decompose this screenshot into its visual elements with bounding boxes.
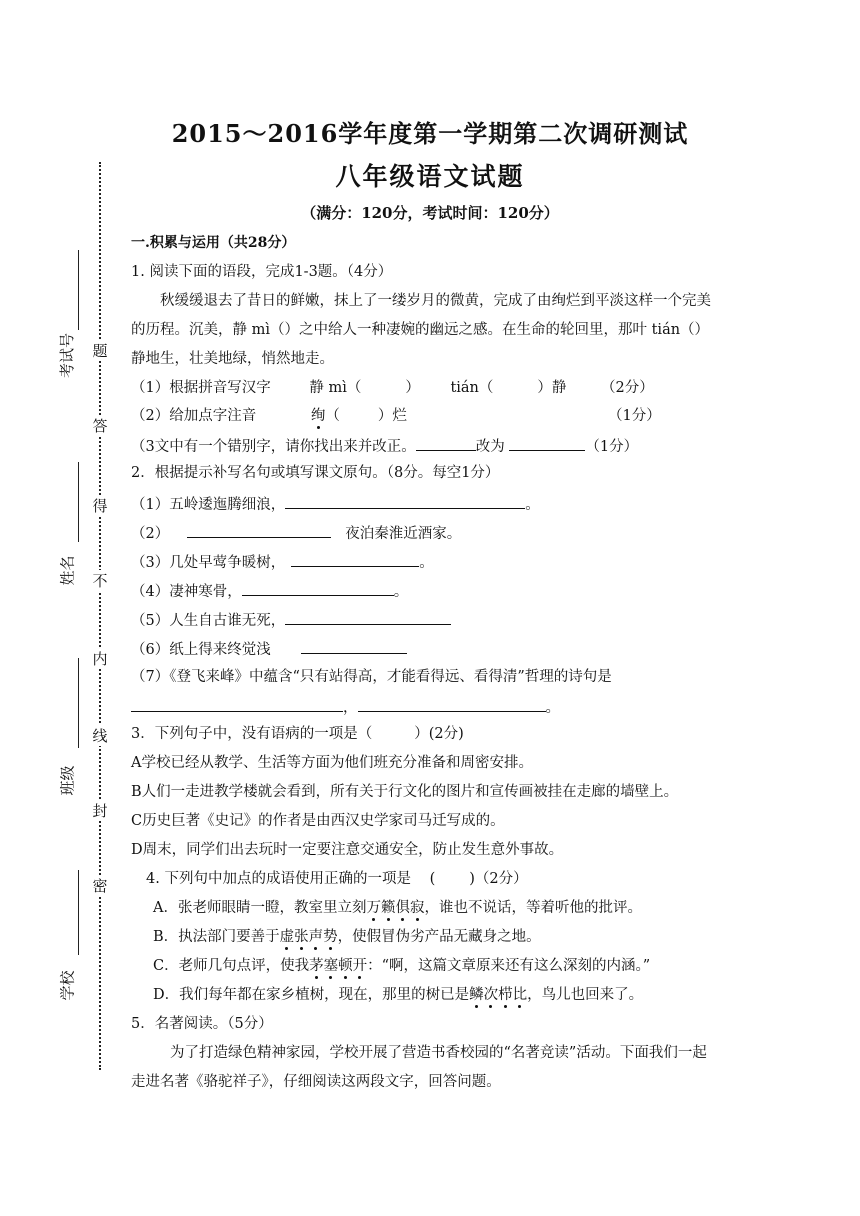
q1-sub1-c: tián（ <box>450 380 494 396</box>
q2-item-text: （6）纸上得来终觉浅 <box>131 642 271 658</box>
emphasis-char: 俱 <box>395 900 410 916</box>
emphasis-char: 开 <box>352 958 368 974</box>
q1-sub2-label: （2）给加点字注音 <box>131 408 257 424</box>
q3-option-b: B人们一走进教学楼就会看到，所有关于行文化的图片和宣传画被挂在走廊的墙壁上。 <box>131 784 679 800</box>
q1-sub3-blank[interactable] <box>509 435 585 451</box>
binding-char: 不 <box>92 572 108 590</box>
binding-char: 得 <box>92 497 108 515</box>
q2-item-text: （5）人生自古谁无死， <box>131 613 286 629</box>
q2-stem: 2．根据提示补写名句或填写课文原句。（8分。每空1分） <box>131 465 500 481</box>
exam-subtitle: 八年级语文试题 <box>335 162 525 191</box>
q3-option-c: C历史巨著《史记》的作者是由西汉史学家司马迁写成的。 <box>131 813 505 829</box>
q2-blank[interactable] <box>291 551 419 567</box>
class-blank <box>78 658 79 748</box>
q4-option-text: C．老师几句点评，使我 <box>153 958 310 974</box>
name-label: 姓名 <box>58 555 77 586</box>
q1-sub2-paren: （ <box>325 408 340 424</box>
q2-item-text: （2） <box>131 526 170 542</box>
emphasis-char: 寂 <box>409 900 425 916</box>
exam-title: 2015～2016学年度第一学期第二次调研测试 <box>171 119 689 148</box>
q4-option-text: D．我们每年都在家乡植树，现在，那里的树已是 <box>153 987 470 1003</box>
emphasis-char: 鳞 <box>469 987 484 1003</box>
binding-char: 线 <box>92 727 108 745</box>
binding-char: 答 <box>92 417 108 435</box>
q4-option-a <box>153 898 642 918</box>
q5-stem: 5．名著阅读。（5分） <box>131 1016 273 1032</box>
class-label: 班级 <box>58 765 77 796</box>
exam-meta: （满分：120分，考试时间：120分） <box>301 204 559 222</box>
emphasis-char: 势 <box>323 929 338 945</box>
q2-blank[interactable] <box>131 696 343 712</box>
q4-option-text: ，谁也不说话，等着听他的批评。 <box>424 900 642 916</box>
q1-sub1-label: （1）根据拼音写汉字 <box>131 380 271 396</box>
q5-para-line: 为了打造绿色精神家园，学校开展了营造书香校园的“名著竞读”活动。下面我们一起 <box>170 1045 707 1061</box>
q1-sub3-mid: 改为 <box>475 439 505 455</box>
q4-stem-paren: ( <box>429 871 436 887</box>
emphasis-char: 顿 <box>338 958 353 974</box>
name-blank <box>78 462 79 542</box>
q3-option-d: D周末，同学们出去玩时一定要注意交通安全，防止发生意外事故。 <box>131 842 564 858</box>
q2-item: （7）《登飞来峰》中蕴含“只有站得高，才能看得远、看得清”哲理的诗句是 <box>131 669 612 685</box>
emphasis-char: 栉 <box>498 987 513 1003</box>
q1-para-line: 的历程。沉美，静 mì（）之中给人一种凄婉的幽远之感。在生命的轮回里，那叶 tián（） <box>131 322 710 338</box>
emphasis-char: 塞 <box>323 958 339 974</box>
q1-sub3 <box>131 435 638 457</box>
q1-sub1-a: 静 mì（ <box>309 380 362 396</box>
q2-item-end: 。 <box>525 497 540 513</box>
q2-blank[interactable] <box>242 580 394 596</box>
q2-item <box>131 638 407 660</box>
q3-stem <box>131 724 464 744</box>
emphasis-char: 虚 <box>279 929 295 945</box>
q4-idiom <box>366 900 424 916</box>
q2-blank[interactable] <box>285 609 451 625</box>
emphasis-char: 声 <box>308 929 324 945</box>
emphasis-char: 茅 <box>309 958 324 974</box>
q2-item-comma: ， <box>343 700 358 716</box>
q2-item <box>131 580 408 602</box>
exam-number-blank <box>78 250 79 330</box>
q4-stem-text: 4. 下列句中加点的成语使用正确的一项是 <box>146 871 411 887</box>
q4-option-text: A．张老师眼睛一瞪，教室里立刻 <box>153 900 367 916</box>
q2-blank[interactable] <box>358 696 546 712</box>
q1-para-line: 静地生，壮美地绿，悄然地走。 <box>131 351 334 367</box>
q2-item-end: 夜泊秦淮近酒家。 <box>345 526 462 542</box>
q2-blank[interactable] <box>285 493 525 509</box>
binding-char: 内 <box>92 650 108 668</box>
q4-stem-score: )（2分） <box>469 871 528 887</box>
q4-option-d <box>153 985 643 1005</box>
q4-option-text: ，鸟儿也回来了。 <box>527 987 644 1003</box>
q3-stem-text: 3．下列句子中，没有语病的一项是（ <box>131 726 373 742</box>
emphasis-char: 比 <box>512 987 528 1003</box>
q3-stem-score: ）(2分) <box>414 726 464 742</box>
q3-option-a: A学校已经从教学、生活等方面为他们班充分准备和周密安排。 <box>131 755 533 771</box>
q4-idiom <box>280 929 338 945</box>
q2-item-text: （4）凄神寒骨， <box>131 584 242 600</box>
q2-blank[interactable] <box>301 638 407 654</box>
q1-sub2 <box>131 406 407 426</box>
q1-sub2-c: ）烂 <box>377 408 407 424</box>
q1-sub1-d: ）静 <box>537 380 567 396</box>
q2-item-text: （3）几处早莺争暖树， <box>131 555 286 571</box>
q4-idiom <box>469 987 527 1003</box>
q1-sub1-score: （2分） <box>601 380 654 396</box>
binding-char: 封 <box>92 802 108 820</box>
q2-item-end: 。 <box>419 555 434 571</box>
school-label: 学校 <box>58 970 77 1001</box>
q1-sub2-score: （1分） <box>608 408 661 424</box>
q1-stem: 1. 阅读下面的语段，完成1-3题。（4分） <box>131 264 393 280</box>
q4-option-b <box>153 927 541 947</box>
q1-sub3-blank[interactable] <box>416 435 476 451</box>
emphasis-char: 次 <box>483 987 499 1003</box>
q4-option-text: ：“啊，这篇文章原来还有这么深刻的内涵。” <box>367 958 651 974</box>
q2-item <box>131 493 540 515</box>
q4-idiom <box>309 958 367 974</box>
q2-item <box>131 522 461 544</box>
emphasis-char: 张 <box>294 929 309 945</box>
q2-item-end: 。 <box>393 584 409 600</box>
q2-item-end: 。 <box>545 700 560 716</box>
q1-sub1-b: ） <box>405 380 420 396</box>
q1-sub3-score: （1分） <box>585 439 639 455</box>
q4-option-c <box>153 956 650 976</box>
q2-item <box>131 609 451 631</box>
emphasis-char: 万 <box>366 900 381 916</box>
q5-para-line: 走进名著《骆驼祥子》，仔细阅读这两段文字，回答问题。 <box>131 1074 501 1090</box>
q4-option-text: B．执法部门要善于 <box>153 929 280 945</box>
school-blank <box>78 870 79 955</box>
binding-char: 题 <box>92 342 108 360</box>
section-title: 一.积累与运用（共28分） <box>131 235 296 251</box>
q4-option-text: ，使假冒伪劣产品无藏身之地。 <box>337 929 541 945</box>
binding-char: 密 <box>92 877 108 895</box>
emphasis-char: 籁 <box>380 900 396 916</box>
exam-number-label: 考试号 <box>58 332 77 379</box>
q2-item-7-blanks <box>131 696 560 718</box>
q1-sub1 <box>131 378 654 398</box>
q1-sub2-char: 绚 <box>310 408 326 424</box>
q1-sub3-text: （3文中有一个错别字，请你找出来并改正。 <box>131 439 416 455</box>
q4-stem <box>146 869 528 889</box>
q1-para-line: 秋缓缓退去了昔日的鲜嫩，抹上了一缕岁月的微黄，完成了由绚烂到平淡这样一个完美 <box>160 293 711 309</box>
q2-item <box>131 551 434 573</box>
binding-dotted-line <box>99 162 101 1070</box>
q2-blank[interactable] <box>187 522 331 538</box>
q2-item-text: （1）五岭逶迤腾细浪， <box>131 497 286 513</box>
